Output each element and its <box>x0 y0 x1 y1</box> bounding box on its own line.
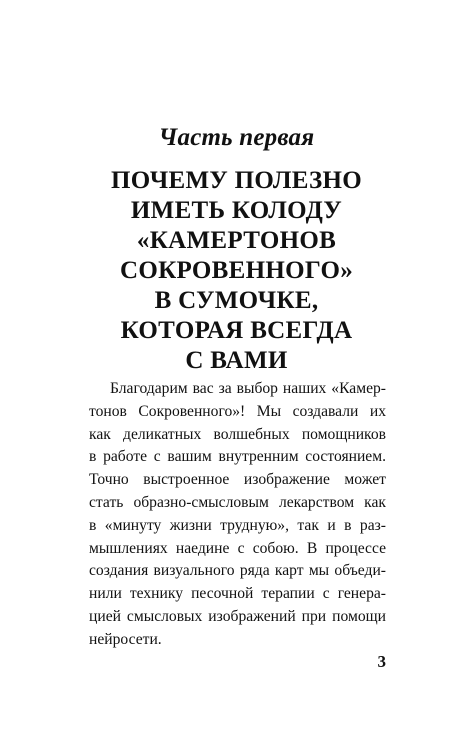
paragraph-line: Точно выстроенное изображение может <box>89 471 386 489</box>
chapter-title-line: СОКРОВЕННОГО» <box>119 257 353 284</box>
paragraph-line: мышлениях наедине с собою. В процессе <box>89 539 386 557</box>
chapter-title-line: ПОЧЕМУ ПОЛЕЗНО <box>110 167 363 194</box>
paragraph-line: нейросети. <box>89 630 162 648</box>
chapter-title-line: «КАМЕРТОНОВ <box>136 227 337 254</box>
chapter-title-line: В СУМОЧКЕ, <box>154 287 319 314</box>
paragraph-line: Благодарим вас за выбор наших «Камер- <box>110 380 386 397</box>
paragraph-line: цией смысловых изображений при помощи <box>89 607 386 625</box>
chapter-title-line: С ВАМИ <box>185 347 288 374</box>
body-paragraph <box>89 378 386 652</box>
page-number: 3 <box>377 652 386 671</box>
paragraph-line: в «минуту жизни трудную», так и в раз- <box>89 516 386 534</box>
paragraph-line: в работе с вашим внутренним состоянием. <box>89 448 386 466</box>
part-title: Часть первая <box>158 124 315 151</box>
chapter-title <box>60 166 413 376</box>
chapter-title-line: КОТОРАЯ ВСЕГДА <box>120 317 353 344</box>
paragraph-line: тонов Сокровенного»! Мы создавали их <box>89 402 386 420</box>
paragraph-line: стать образно-смысловым лекарством как <box>89 493 386 511</box>
chapter-title-line: ИМЕТЬ КОЛОДУ <box>130 197 343 224</box>
paragraph-line: нили технику песочной терапии с генера- <box>89 585 386 603</box>
paragraph-line: создания визуального ряда карт мы объеди- <box>89 562 386 580</box>
paragraph-line: как деликатных волшебных помощников <box>89 425 386 443</box>
